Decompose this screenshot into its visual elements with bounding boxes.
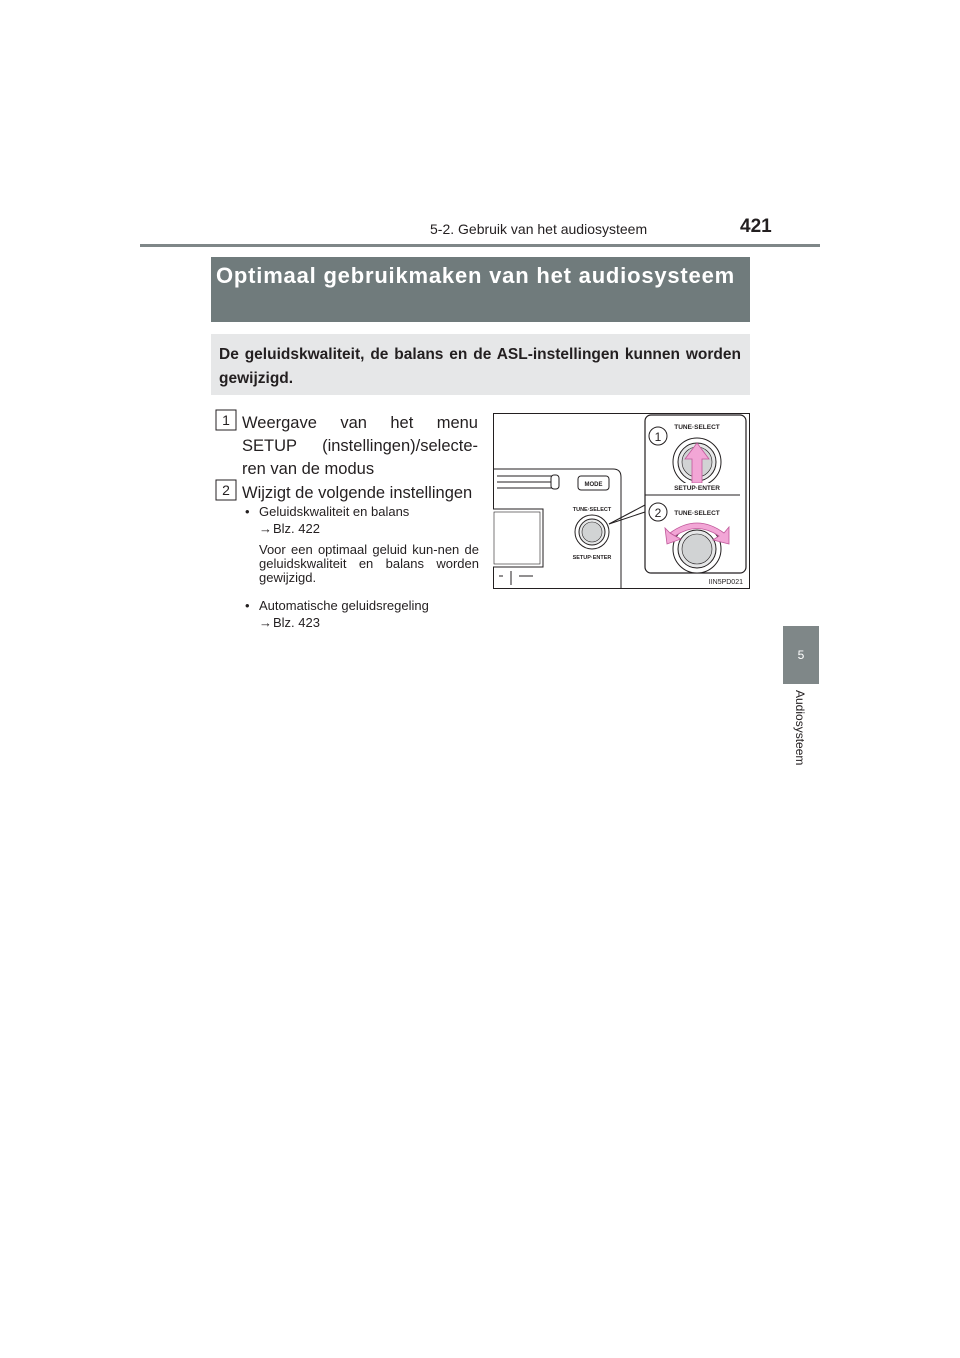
small-knob-top-label: TUNE·SELECT: [572, 507, 612, 513]
section-heading: Optimaal gebruikmaken van het audiosysteem: [216, 263, 735, 288]
arrow-right-icon: →: [259, 521, 272, 536]
page-reference[interactable]: [259, 521, 320, 536]
svg-text:MODE: MODE: [584, 482, 603, 488]
svg-text:1: 1: [654, 430, 662, 444]
page-number: 421: [740, 216, 772, 237]
display-screen: [493, 509, 543, 567]
section-title: 5-2. Gebruik van het audiosysteem: [430, 221, 648, 237]
zoom-top-label: TUNE·SELECT: [674, 424, 720, 431]
chapter-number: 5: [797, 648, 805, 662]
page-reference[interactable]: [259, 615, 320, 630]
number-2-icon: [215, 479, 237, 501]
header-rule: [140, 244, 820, 247]
svg-text:2: 2: [654, 506, 662, 520]
chapter-label: [794, 690, 808, 790]
zoom-setup-label: SETUP·ENTER: [674, 485, 720, 492]
item-1-text: Weergave van het menu SETUP (instellingen)/selecte-ren van de modus: [242, 414, 478, 478]
intro-box: [211, 334, 750, 395]
page-reference-text: Blz. 423: [273, 615, 320, 630]
chapter-label-text: Audiosysteem: [793, 690, 807, 766]
figure-code: IIN5PD021: [708, 579, 743, 586]
audio-panel-illustration: [493, 413, 750, 589]
number-1-icon: [215, 409, 237, 431]
intro-text: De geluidskwaliteit, de balans en de ASL-instellingen kunnen worden gewijzigd.: [219, 346, 741, 387]
bullet-note: Voor een optimaal geluid kun-nen de geluidskwaliteit en balans worden gewijzigd.: [259, 542, 479, 585]
svg-text:2: 2: [222, 482, 230, 498]
bullet-dot: •: [245, 504, 250, 519]
section-heading-box: [211, 257, 750, 322]
item-2-text: Wijzigt de volgende instellingen: [242, 484, 473, 502]
bullet-text: Geluidskwaliteit en balans: [259, 504, 410, 519]
svg-text:1: 1: [222, 412, 230, 428]
bullet-dot: •: [245, 598, 250, 613]
chapter-tab: [783, 626, 819, 684]
arrow-right-icon: →: [259, 615, 272, 630]
small-knob-bottom-label: SETUP·ENTER: [572, 555, 612, 561]
small-tune-knob: [575, 515, 609, 549]
bullet-text: Automatische geluidsregeling: [259, 598, 429, 613]
zoom-bottom-label: TUNE·SELECT: [674, 510, 720, 517]
page-reference-text: Blz. 422: [273, 521, 320, 536]
